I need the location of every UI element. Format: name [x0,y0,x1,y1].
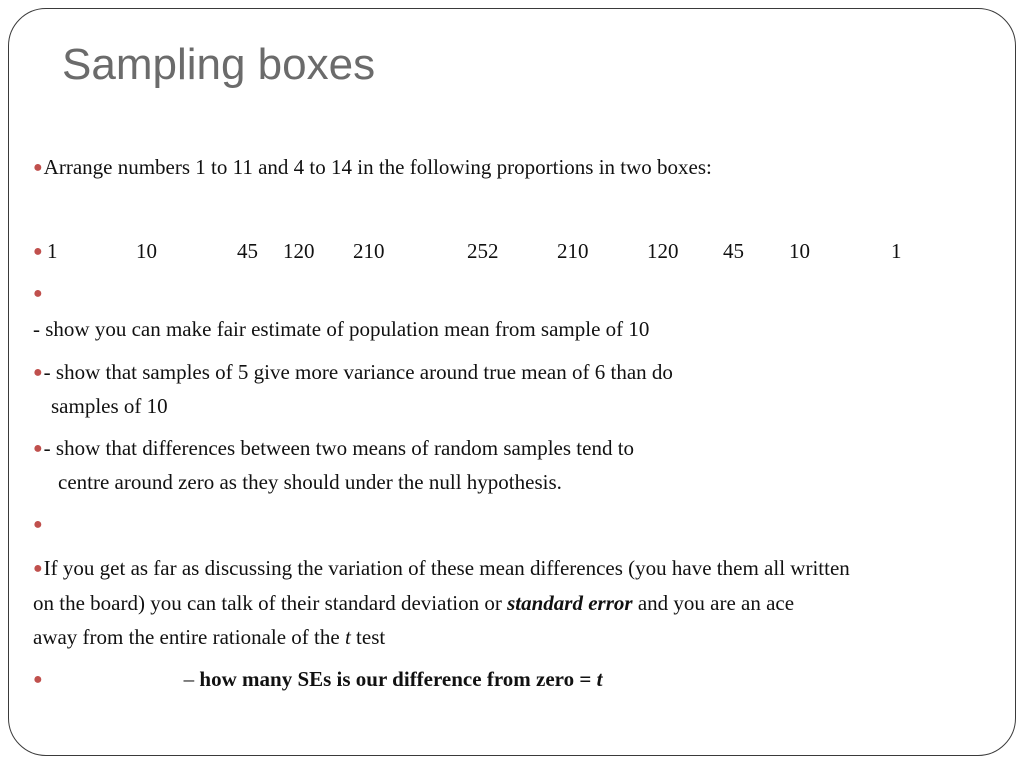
proportion-value: 120 [283,239,315,263]
intro-line [33,150,712,187]
proportion-value: 10 [789,239,810,263]
point3-line2 [58,465,562,499]
bullet-icon: ● [33,285,43,302]
proportion-value: 210 [557,239,589,263]
bullet-icon: ● [33,516,43,533]
proportion-value: 10 [136,239,157,263]
bullet-icon: ● [33,243,43,260]
paragraph-line3 [33,620,385,654]
slide-title: Sampling boxes [62,40,376,89]
paragraph-text-2c: and you are an ace [632,591,795,615]
standard-error-term: standard error [507,591,633,615]
point1-text: - show you can make fair estimate of population mean from sample of 10 [33,317,650,341]
empty-bullet-line-2 [33,507,44,544]
paragraph-text-2a: on the board) you can talk of their standard deviation or [33,591,508,615]
point2-line2 [51,389,168,423]
proportion-value: 1 [891,239,902,263]
bullet-icon: ● [33,364,43,381]
bullet-icon: ● [33,560,43,577]
proportion-value: 252 [467,239,499,263]
bullet-icon: ● [33,671,43,688]
final-t-symbol: t [596,667,603,691]
point2-line1 [33,355,673,392]
paragraph-text-1: If you get as far as discussing the variation of these mean differences (you have them all written [43,556,850,580]
bullet-icon: ● [33,159,43,176]
intro-text: Arrange numbers 1 to 11 and 4 to 14 in the following proportions in two boxes: [43,155,712,179]
paragraph-line1 [33,551,850,588]
final-dash: – [183,667,200,691]
point3-text-1: - show that differences between two means of random samples tend to [43,436,635,460]
paragraph-text-3b: test [350,625,386,649]
proportion-value: 120 [647,239,679,263]
paragraph-text-3a: away from the entire rationale of the [33,625,345,649]
final-bold-text: how many SEs is our difference from zero = [199,667,597,691]
empty-bullet-line [33,276,44,313]
paragraph-line2 [33,586,794,620]
point2-text-2: samples of 10 [51,394,168,418]
final-line [33,662,602,699]
proportion-value: 45 [723,239,744,263]
t-symbol: t [344,625,351,649]
proportion-value: 210 [353,239,385,263]
point2-text-1: - show that samples of 5 give more variance around true mean of 6 than do [43,360,673,384]
proportions-row [33,234,933,268]
bullet-icon: ● [33,440,43,457]
point1-line [33,312,649,346]
proportion-value: 45 [237,239,258,263]
point3-line1 [33,431,634,468]
point3-text-2: centre around zero as they should under the null hypothesis. [58,470,562,494]
proportion-value: 1 [47,239,58,263]
